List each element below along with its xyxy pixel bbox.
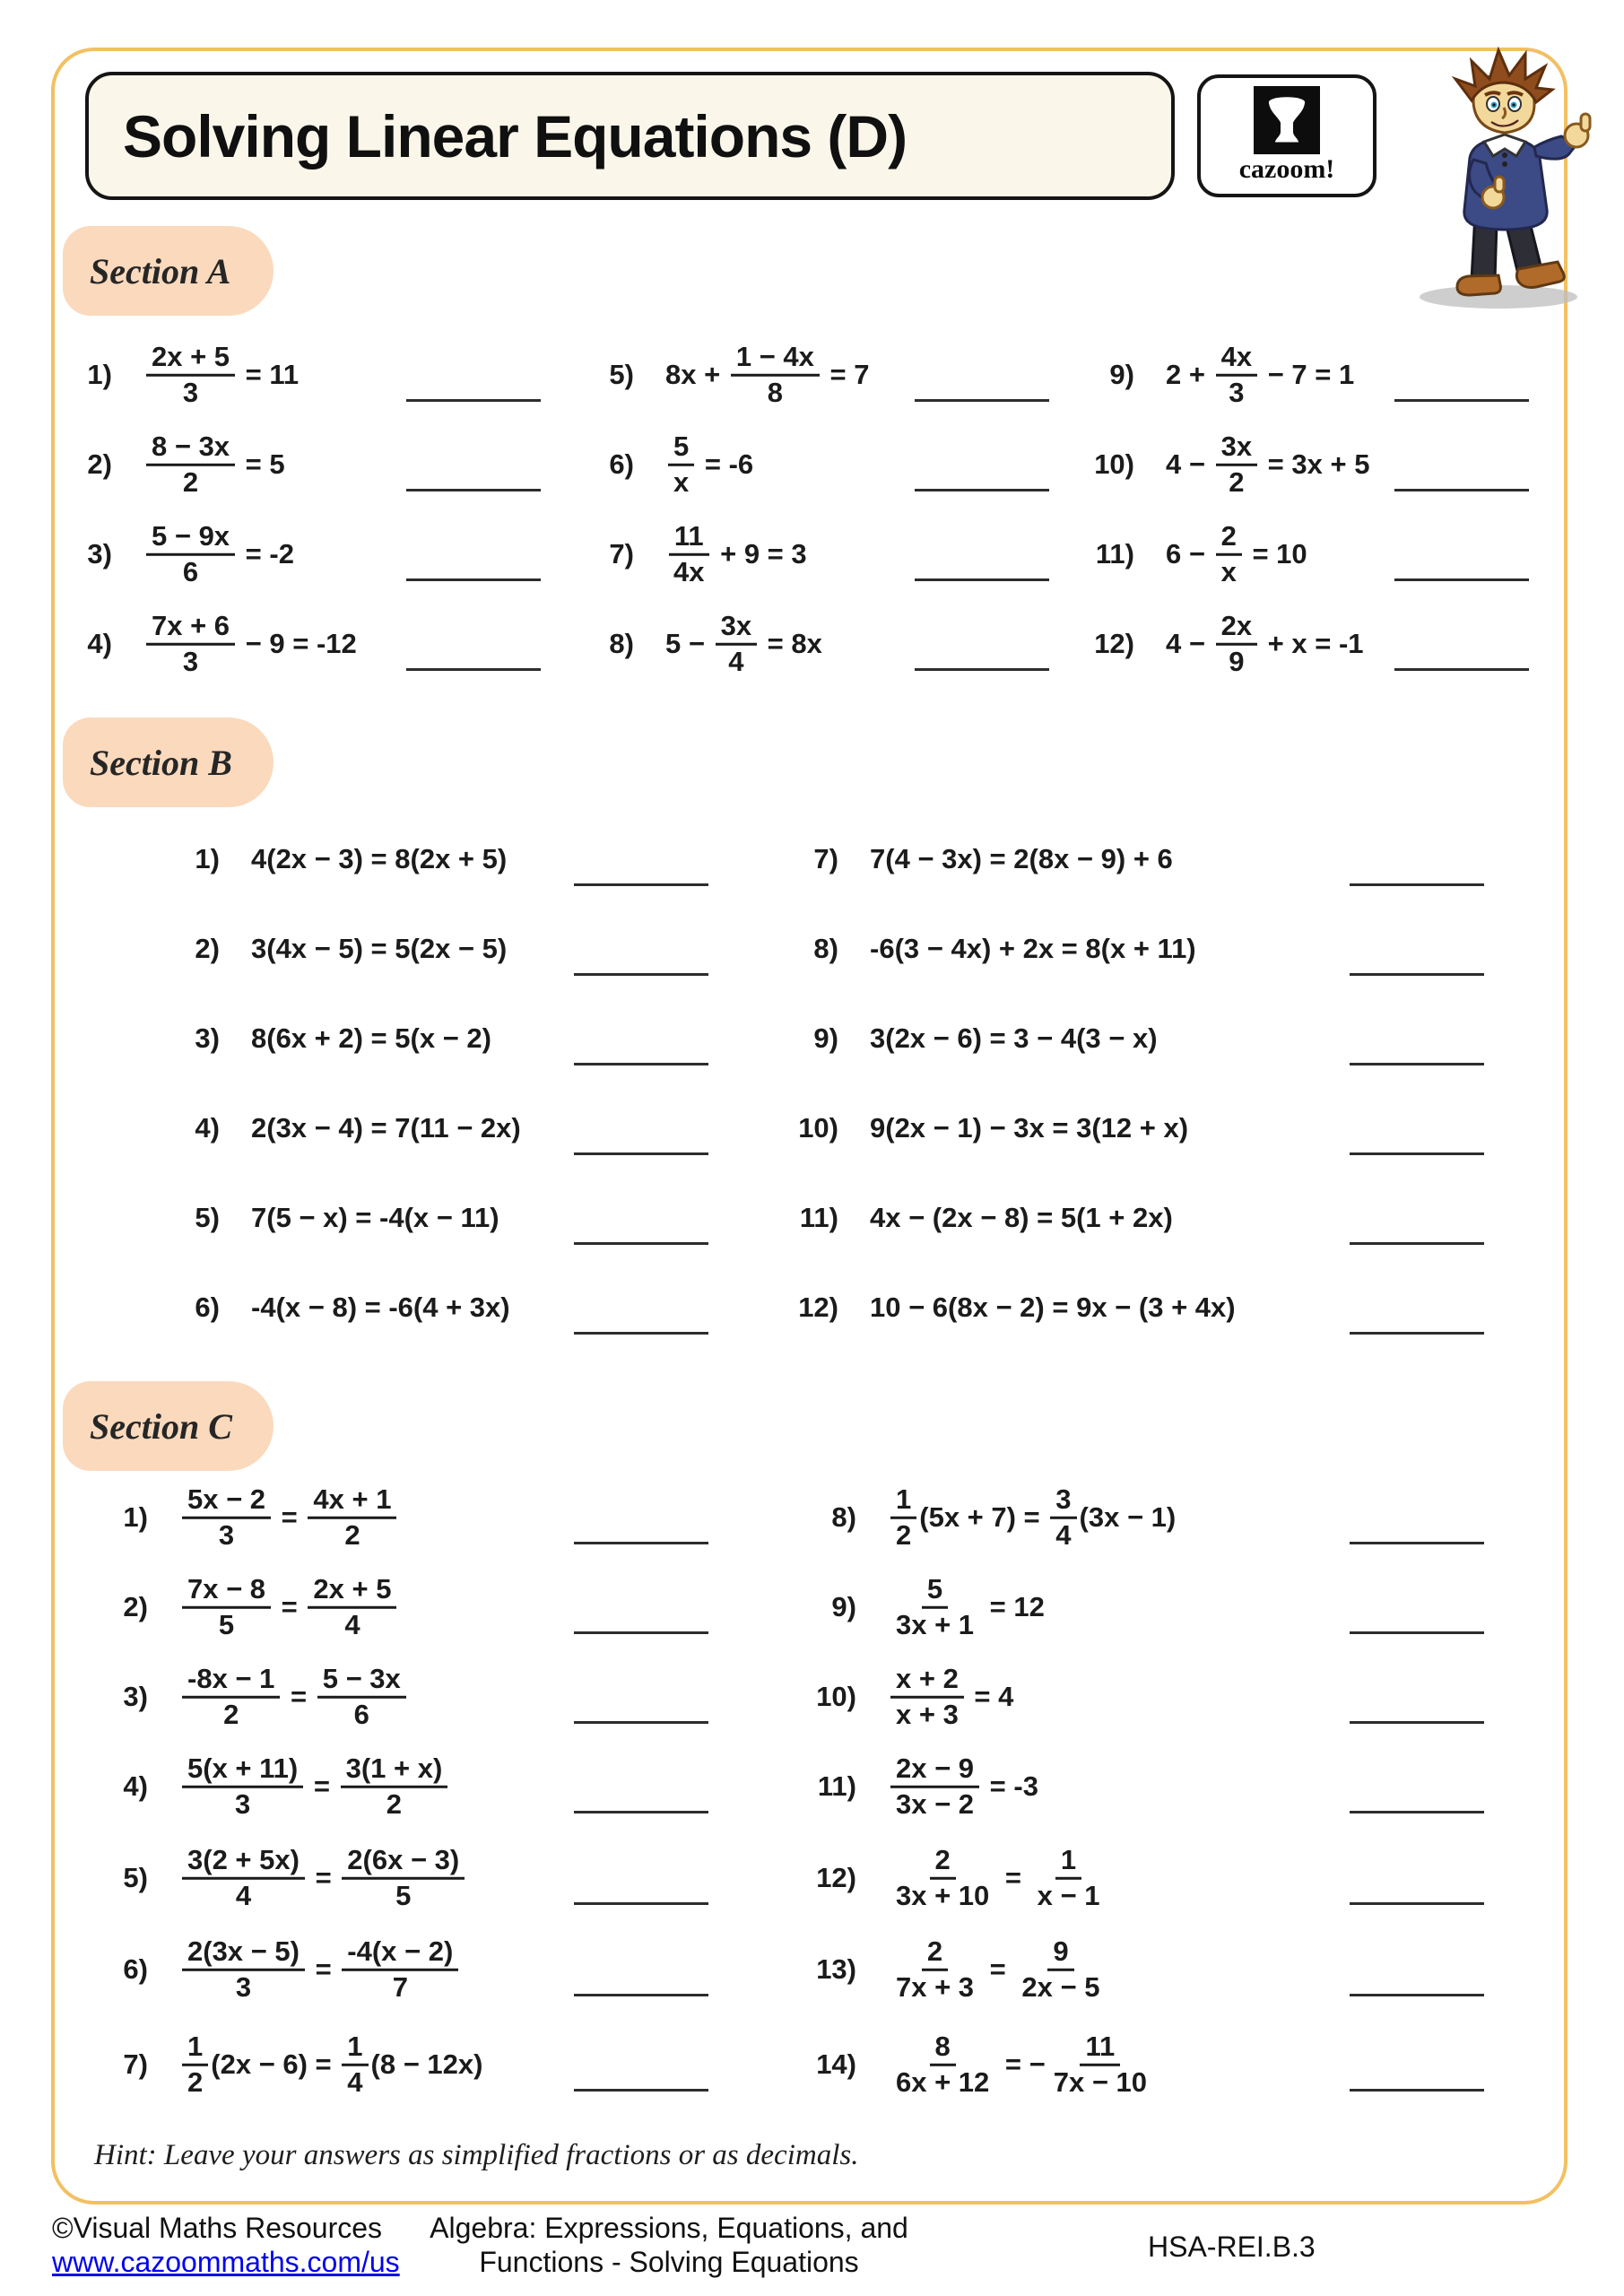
section-header [63, 226, 274, 316]
denominator: 4 [344, 1608, 360, 1640]
fraction [890, 1664, 964, 1730]
equation-text: = [282, 1681, 315, 1712]
fraction [668, 431, 694, 498]
fraction [146, 611, 235, 677]
problem [735, 1202, 1173, 1234]
footer-topic-line1: Algebra: Expressions, Equations, and [430, 2212, 908, 2244]
problem [753, 1574, 1045, 1640]
equation-text: -4(x − 8) = -6(4 + 3x) [251, 1292, 510, 1323]
denominator: 2 [187, 2066, 204, 2098]
answer-line [574, 1721, 708, 1724]
answer-line [915, 399, 1049, 402]
numerator: 3(1 + x) [341, 1753, 448, 1788]
answer-line [1350, 1542, 1484, 1544]
title-box [85, 72, 1175, 200]
numerator: 2x + 5 [308, 1574, 396, 1609]
equation-text: − 9 = -12 [238, 628, 357, 659]
fraction [182, 2031, 208, 2098]
fraction [1216, 342, 1257, 408]
problem [735, 1292, 1236, 1324]
fraction [182, 1753, 303, 1820]
answer-line [574, 1994, 708, 1996]
fraction [716, 611, 757, 677]
answer-line [1394, 668, 1529, 671]
problem [753, 1753, 1038, 1820]
denominator: 2 [344, 1518, 360, 1551]
fraction [1032, 1845, 1106, 1911]
problem [9, 521, 294, 587]
answer-line [574, 1542, 708, 1544]
fraction [342, 1936, 458, 2003]
numerator: 5 − 3x [317, 1664, 406, 1699]
denominator: 3 [182, 376, 199, 408]
answer-line [574, 2089, 708, 2092]
equation-text: 4x − (2x − 8) = 5(1 + 2x) [870, 1202, 1173, 1233]
fraction [890, 1845, 994, 1911]
problem [1031, 521, 1307, 587]
fraction [342, 2031, 368, 2098]
equation-text: = [307, 1953, 340, 1985]
denominator: 6 [353, 1698, 369, 1730]
djembe-drum-icon [1254, 86, 1320, 154]
problem [1031, 342, 1354, 408]
problem-number: 10) [798, 1112, 838, 1144]
denominator: 3x − 2 [896, 1787, 975, 1820]
denominator: 2 [223, 1698, 239, 1730]
problem [45, 1845, 467, 1911]
answer-line [406, 489, 541, 491]
answer-line [1350, 1063, 1484, 1065]
denominator: 3 [234, 1787, 251, 1820]
answer-line [574, 883, 708, 886]
answer-line [915, 578, 1049, 581]
answer-line [1394, 578, 1529, 581]
numerator: 3(2 + 5x) [182, 1845, 305, 1880]
numerator: 2x [1216, 611, 1257, 646]
numerator: 1 − 4x [731, 342, 820, 377]
problem-number: 2) [195, 933, 220, 964]
problem [117, 843, 507, 875]
fraction [342, 1845, 465, 1911]
problem-number: 3) [123, 1681, 148, 1712]
equation-text: (3x − 1) [1079, 1501, 1177, 1533]
denominator: 9 [1229, 645, 1245, 677]
answer-line [1394, 399, 1529, 402]
problem-number: 10) [816, 1681, 856, 1712]
equation-text: = [982, 1953, 1014, 1985]
answer-line [1350, 1152, 1484, 1155]
fraction [890, 1574, 979, 1640]
problem [531, 611, 822, 677]
problem-number: 11) [817, 1770, 856, 1802]
answer-line [1350, 2089, 1484, 2092]
denominator: 3 [1229, 376, 1245, 408]
problem-number: 2) [123, 1591, 148, 1622]
problem [735, 933, 1196, 965]
fraction [1216, 431, 1257, 498]
fraction [182, 1845, 305, 1911]
cazoom-logo [1197, 74, 1376, 197]
problem-number: 8) [813, 933, 838, 964]
denominator: 3 [218, 1518, 235, 1551]
equation-text: 9(2x − 1) − 3x = 3(12 + x) [870, 1112, 1189, 1144]
fraction [308, 1574, 396, 1640]
problem-number: 3) [195, 1022, 220, 1054]
fraction [731, 342, 820, 408]
answer-line [574, 1242, 708, 1245]
numerator: 5x − 2 [182, 1484, 271, 1519]
equation-text: 8(6x + 2) = 5(x − 2) [251, 1022, 491, 1054]
problem-number: 11) [799, 1202, 838, 1233]
answer-line [915, 668, 1049, 671]
equation-text: = 10 [1244, 538, 1307, 570]
answer-line [1350, 1332, 1484, 1335]
cazoom-logo-text: cazoom! [1238, 154, 1335, 184]
numerator: -4(x − 2) [342, 1936, 458, 1971]
answer-line [1350, 1242, 1484, 1245]
equation-text: 4 − [1166, 448, 1213, 480]
answer-line [406, 668, 541, 671]
problem [1031, 611, 1364, 677]
problem [45, 1753, 450, 1820]
denominator: x [1220, 555, 1237, 587]
problem [45, 1574, 399, 1640]
answer-line [1350, 1994, 1484, 1996]
problem-number: 2) [87, 448, 112, 480]
fraction [890, 1753, 979, 1820]
problem-number: 6) [123, 1953, 148, 1985]
fraction [182, 1936, 305, 2003]
problem-number: 8) [831, 1501, 856, 1533]
mascot-character [1392, 43, 1618, 312]
fraction [146, 342, 235, 408]
answer-line [574, 1811, 708, 1813]
fraction [146, 521, 235, 587]
fraction [182, 1484, 271, 1551]
problem [735, 1112, 1188, 1144]
problem [753, 2031, 1155, 2098]
denominator: x − 1 [1037, 1879, 1100, 1911]
problem [9, 611, 357, 677]
equation-text: = [306, 1770, 338, 1802]
denominator: 8 [767, 376, 783, 408]
denominator: 2x − 5 [1021, 1970, 1100, 2003]
fraction [890, 1936, 979, 2003]
problem [45, 1484, 399, 1551]
numerator: 2(3x − 5) [182, 1936, 305, 1971]
equation-text: + 9 = 3 [712, 538, 807, 570]
problem [9, 431, 285, 498]
denominator: 2 [386, 1787, 403, 1820]
numerator: 11 [1080, 2031, 1120, 2066]
denominator: 4 [347, 2066, 363, 2098]
problem [753, 1936, 1107, 2003]
numerator: 7x + 6 [146, 611, 235, 646]
answer-line [574, 973, 708, 976]
denominator: 3x + 1 [896, 1608, 975, 1640]
equation-text: = [307, 1862, 340, 1893]
numerator: 2x − 9 [890, 1753, 979, 1788]
answer-line [406, 578, 541, 581]
fraction [1016, 1936, 1105, 2003]
numerator: 5 [668, 431, 694, 466]
numerator: 5(x + 11) [182, 1753, 303, 1788]
problem [117, 1112, 521, 1144]
fraction [1216, 611, 1257, 677]
fraction [317, 1664, 406, 1730]
standard-code: HSA-REI.B.3 [1148, 2231, 1316, 2263]
fraction [182, 1664, 280, 1730]
answer-line [1394, 489, 1529, 491]
denominator: 5 [218, 1608, 235, 1640]
website-link[interactable]: www.cazoommaths.com/us [52, 2246, 400, 2278]
problem-number: 1) [87, 359, 112, 390]
problem [45, 1936, 461, 2003]
fraction [308, 1484, 396, 1551]
problem [531, 431, 753, 498]
denominator: 2 [896, 1518, 912, 1551]
answer-line [915, 489, 1049, 491]
denominator: x [673, 465, 690, 498]
problem-number: 6) [609, 448, 634, 480]
denominator: x + 3 [896, 1698, 959, 1730]
equation-text: = 5 [238, 448, 285, 480]
problem [45, 1664, 409, 1730]
numerator: 1 [1055, 1845, 1081, 1880]
problem-number: 1) [195, 843, 220, 874]
problem-number: 5) [195, 1202, 220, 1233]
denominator: 5 [395, 1879, 412, 1911]
numerator: x + 2 [890, 1664, 964, 1699]
problem [753, 1484, 1176, 1551]
equation-text: = 7 [821, 359, 870, 390]
equation-text: = [274, 1591, 306, 1622]
numerator: 5 [922, 1574, 948, 1609]
problem [117, 1202, 499, 1234]
footer-topic-line2: Functions - Solving Equations [479, 2246, 859, 2278]
equation-text: 2(3x − 4) = 7(11 − 2x) [251, 1112, 521, 1144]
equation-text: 5 − [665, 628, 713, 659]
equation-text: 10 − 6(8x − 2) = 9x − (3 + 4x) [870, 1292, 1236, 1323]
denominator: 4x [673, 555, 705, 587]
problem-number: 6) [195, 1292, 220, 1323]
section-label: Section A [90, 250, 231, 291]
section-label: Section B [90, 742, 232, 783]
problem-number: 1) [123, 1501, 148, 1533]
answer-line [1350, 883, 1484, 886]
equation-text: -6(3 − 4x) + 2x = 8(x + 11) [870, 933, 1196, 964]
numerator: 8 [930, 2031, 956, 2066]
section-header [63, 718, 274, 807]
equation-text: = [274, 1501, 306, 1533]
equation-text: 3(4x − 5) = 5(2x − 5) [251, 933, 508, 964]
denominator: 4 [1055, 1518, 1072, 1551]
equation-text: (2x − 6) = [211, 2048, 340, 2080]
answer-line [1350, 973, 1484, 976]
equation-text: = 11 [238, 359, 300, 390]
numerator: 3x [1216, 431, 1257, 466]
problem [45, 2031, 482, 2098]
answer-line [574, 1902, 708, 1905]
numerator: 4x + 1 [308, 1484, 396, 1519]
section-label: Section C [90, 1405, 232, 1447]
equation-text: 8x + [665, 359, 728, 390]
hint-text: Hint: Leave your answers as simplified fractions or as decimals. [94, 2139, 859, 2171]
problem [1031, 431, 1369, 498]
problem [735, 843, 1173, 875]
numerator: 2x + 5 [146, 342, 235, 377]
problem [9, 342, 299, 408]
answer-line [574, 1152, 708, 1155]
problem-number: 9) [1109, 359, 1134, 390]
denominator: 7x + 3 [896, 1970, 975, 2003]
problem [117, 1292, 510, 1324]
denominator: 3x + 10 [896, 1879, 990, 1911]
equation-text: = [997, 1862, 1029, 1893]
problem [531, 521, 807, 587]
numerator: 2 [1216, 521, 1242, 556]
equation-text: − 7 = 1 [1260, 359, 1355, 390]
answer-line [1350, 1902, 1484, 1905]
fraction [890, 2031, 994, 2098]
problem-number: 12) [1094, 628, 1134, 659]
equation-text: 6 − [1166, 538, 1213, 570]
denominator: 6x + 12 [896, 2066, 990, 2098]
equation-text: = -2 [238, 538, 294, 570]
problem-number: 3) [87, 538, 112, 570]
problem-number: 13) [816, 1953, 856, 1985]
fraction [1048, 2031, 1152, 2098]
equation-text: = 8x [760, 628, 822, 659]
denominator: 2 [1229, 465, 1245, 498]
problem-number: 7) [609, 538, 634, 570]
fraction [890, 1484, 916, 1551]
problem-number: 7) [123, 2048, 148, 2080]
answer-line [1350, 1631, 1484, 1634]
numerator: 3 [1050, 1484, 1076, 1519]
equation-text: = − [997, 2048, 1046, 2080]
problem [531, 342, 869, 408]
problem [753, 1664, 1013, 1730]
numerator: 4x [1216, 342, 1257, 377]
problem-number: 10) [1094, 448, 1134, 480]
section-header [63, 1381, 274, 1471]
equation-text: = 3x + 5 [1260, 448, 1370, 480]
problem-number: 8) [609, 628, 634, 659]
problem-number: 12) [798, 1292, 838, 1323]
numerator: 3x [716, 611, 757, 646]
fraction [668, 521, 709, 587]
problem-number: 11) [1095, 538, 1134, 570]
problem [117, 933, 507, 965]
answer-line [406, 399, 541, 402]
equation-text: = -3 [982, 1770, 1038, 1802]
denominator: 6 [182, 555, 199, 587]
equation-text: 7(4 − 3x) = 2(8x − 9) + 6 [870, 843, 1173, 874]
numerator: 2 [922, 1936, 948, 1971]
equation-text: 3(2x − 6) = 3 − 4(3 − x) [870, 1022, 1158, 1054]
problem-number: 4) [123, 1770, 148, 1802]
denominator: 4 [235, 1879, 252, 1911]
problem-number: 4) [87, 628, 112, 659]
numerator: -8x − 1 [182, 1664, 280, 1699]
denominator: 7x − 10 [1053, 2066, 1148, 2098]
problem-number: 4) [195, 1112, 220, 1144]
footer-left [52, 2211, 400, 2279]
numerator: 1 [342, 2031, 368, 2066]
problem-number: 7) [813, 843, 838, 874]
numerator: 11 [669, 521, 709, 556]
equation-text: 4(2x − 3) = 8(2x + 5) [251, 843, 508, 874]
problem-number: 9) [831, 1591, 856, 1622]
equation-text: 2 + [1166, 359, 1213, 390]
fraction [341, 1753, 448, 1820]
fraction [1050, 1484, 1076, 1551]
problem [753, 1845, 1107, 1911]
numerator: 1 [182, 2031, 208, 2066]
problem-number: 5) [123, 1862, 148, 1893]
footer-topic [355, 2211, 983, 2279]
answer-line [1350, 1721, 1484, 1724]
denominator: 7 [392, 1970, 408, 2003]
answer-line [1350, 1811, 1484, 1813]
problem [117, 1022, 491, 1055]
denominator: 4 [728, 645, 744, 677]
equation-text: = 4 [966, 1681, 1014, 1712]
equation-text: + x = -1 [1260, 628, 1364, 659]
fraction [146, 431, 235, 498]
numerator: 5 − 9x [146, 521, 235, 556]
copyright-text: ©Visual Maths Resources [52, 2212, 383, 2244]
equation-text: 7(5 − x) = -4(x − 11) [251, 1202, 499, 1233]
denominator: 2 [182, 465, 199, 498]
worksheet-title: Solving Linear Equations (D) [123, 102, 908, 170]
numerator: 7x − 8 [182, 1574, 271, 1609]
numerator: 9 [1047, 1936, 1073, 1971]
fraction [1216, 521, 1242, 587]
problem-number: 9) [813, 1022, 838, 1054]
answer-line [574, 1332, 708, 1335]
equation-text: = -6 [697, 448, 754, 480]
numerator: 2 [930, 1845, 956, 1880]
equation-text: = 12 [982, 1591, 1045, 1622]
problem-number: 12) [816, 1862, 856, 1893]
equation-text: (5x + 7) = [919, 1501, 1048, 1533]
equation-text: 4 − [1166, 628, 1213, 659]
answer-line [574, 1063, 708, 1065]
numerator: 8 − 3x [146, 431, 235, 466]
problem-number: 14) [816, 2048, 856, 2080]
numerator: 1 [890, 1484, 916, 1519]
problem [735, 1022, 1158, 1055]
fraction [182, 1574, 271, 1640]
problem-number: 5) [609, 359, 634, 390]
numerator: 2(6x − 3) [342, 1845, 465, 1880]
answer-line [574, 1631, 708, 1634]
denominator: 3 [182, 645, 199, 677]
equation-text: (8 − 12x) [370, 2048, 483, 2080]
denominator: 3 [235, 1970, 252, 2003]
